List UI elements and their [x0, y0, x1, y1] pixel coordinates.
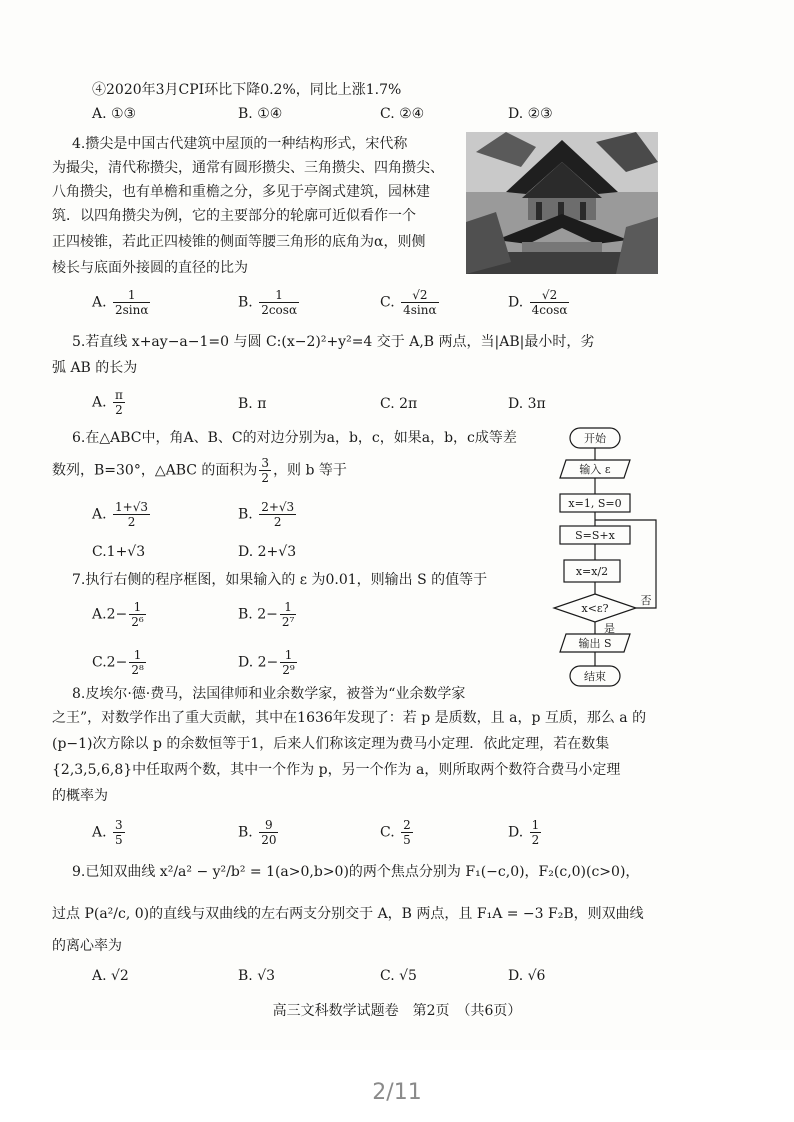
q4-option-b: B. $\frac{1}{2\cos\alpha}$	[238, 288, 298, 317]
q8-line-2: 之王”，对数学作出了重大贡献，其中在1636年发现了：若 p 是质数，且 a，p 互质，那么 a 的	[52, 710, 647, 726]
flow-sum-label: S=S+x	[575, 529, 615, 542]
q7-option-d: D. 2− $\frac{1}{\text{2⁹}}$	[238, 648, 295, 677]
q9-option-d: D. √6	[508, 968, 546, 984]
flow-halve-label: x=x/2	[575, 565, 609, 578]
q4-line-1: 4.攒尖是中国古代建筑中屋顶的一种结构形式，宋代称	[72, 136, 408, 152]
q7-option-b: B. 2− $\frac{1}{\text{2⁷}}$	[238, 600, 295, 629]
q4-option-a: A. $\frac{1}{2\sin\alpha}$	[92, 288, 149, 317]
q4-line-3: 八角攒尖，也有单檐和重檐之分，多见于亭阁式建筑，园林建	[52, 184, 430, 200]
q7-option-c: C.2− $\frac{1}{\text{2⁸}}$	[92, 648, 144, 677]
page-footer: 高三文科数学试题卷 第2页 （共6页）	[272, 1003, 522, 1019]
q3-option-d: D. ②③	[508, 106, 553, 122]
flow-end-label: 结束	[584, 670, 606, 683]
q7-option-a: A.2− $\frac{1}{\text{2⁶}}$	[92, 600, 144, 629]
flow-output-label: 输出 S	[578, 637, 612, 650]
q6-option-b: B. $\frac{2+√3}{2}$	[238, 500, 295, 529]
q4-line-2: 为撮尖，清代称攒尖，通常有圆形攒尖、三角攒尖、四角攒尖、	[52, 160, 444, 176]
q6-line-2: 数列，B=30°，△ABC 的面积为 $\frac{3}{2}$ ，则 b 等于	[52, 456, 347, 485]
program-flowchart	[548, 424, 668, 694]
q8-line-1: 8.皮埃尔·德·费马，法国律师和业余数学家，被誉为“业余数学家	[72, 686, 466, 702]
q6-option-d: D. 2+√3	[238, 544, 297, 560]
flow-start-label: 开始	[584, 432, 606, 445]
q9-line-3: 的离心率为	[52, 938, 122, 954]
q9-line-1: 9.已知双曲线 x²/a² − y²/b² = 1(a>0,b>0)的两个焦点分别为 F₁(−c,0)，F₂(c,0)(c>0)，	[72, 864, 640, 880]
q8-line-3: (p−1)次方除以 p 的余数恒等于1，后来人们称该定理为费马小定理．依此定理，若在数集	[52, 736, 610, 752]
q4-line-4: 筑．以四角攒尖为例，它的主要部分的轮廓可近似看作一个	[52, 208, 416, 224]
q9-line-2: 过点 P(a²/c, 0)的直线与双曲线的左右两支分别交于 A，B 两点，且 F₁A = −3 F₂B，则双曲线	[52, 906, 644, 922]
flow-condition-label: x<ε?	[581, 602, 609, 615]
q8-option-c: C. $\frac{2}{5}$	[380, 818, 411, 847]
q9-option-b: B. √3	[238, 968, 276, 984]
flow-init-label: x=1, S=0	[568, 497, 622, 510]
q7-line: 7.执行右侧的程序框图，如果输入的 ε 为0.01，则输出 S 的值等于	[72, 572, 488, 588]
q4-option-c: C. $\frac{√2}{4\sin\alpha}$	[380, 288, 437, 317]
q5-option-d: D. 3π	[508, 396, 546, 412]
q8-line-4: {2,3,5,6,8}中任取两个数，其中一个作为 p，另一个作为 a，则所取两个数符合费马小定理	[52, 762, 621, 778]
q8-option-d: D. $\frac{1}{2}$	[508, 818, 540, 847]
q6-line-1: 6.在△ABC中，角A、B、C的对边分别为a，b，c，如果a，b，c成等差	[72, 430, 517, 446]
q5-option-a: A. $\frac{\pi}{2}$	[92, 388, 123, 417]
flow-input-label: 输入 ε	[579, 463, 611, 476]
q8-line-5: 的概率为	[52, 788, 108, 804]
pavilion-roof-photo	[466, 132, 658, 274]
q4-line-5: 正四棱锥，若此正四棱锥的侧面等腰三角形的底角为α，则侧	[52, 234, 426, 250]
q5-option-c: C. 2π	[380, 396, 418, 412]
q8-option-b: B. $\frac{9}{20}$	[238, 818, 277, 847]
q9-option-c: C. √5	[380, 968, 417, 984]
q3-statement-4: ④2020年3月CPI环比下降0.2%，同比上涨1.7%	[92, 82, 402, 98]
q5-option-b: B. π	[238, 396, 267, 412]
q6-option-c: C.1+√3	[92, 544, 146, 560]
q6-option-a: A. $\frac{1+√3}{2}$	[92, 500, 148, 529]
q3-option-b: B. ①④	[238, 106, 283, 122]
q5-line-1: 5.若直线 x+ay−a−1=0 与圆 C:(x−2)²+y²=4 交于 A,B 两点，当|AB|最小时，劣	[72, 334, 595, 350]
q8-option-a: A. $\frac{3}{5}$	[92, 818, 123, 847]
flow-no-label: 否	[640, 594, 652, 607]
q5-line-2: 弧 AB 的长为	[52, 360, 138, 376]
q4-line-6: 棱长与底面外接圆的直径的比为	[52, 260, 248, 276]
flow-yes-label: 是	[604, 622, 615, 635]
q3-option-a: A. ①③	[92, 106, 137, 122]
page-indicator: 2/11	[372, 1080, 422, 1105]
q3-option-c: C. ②④	[380, 106, 425, 122]
q4-option-d: D. $\frac{√2}{4\cos\alpha}$	[508, 288, 568, 317]
q9-option-a: A. √2	[92, 968, 129, 984]
